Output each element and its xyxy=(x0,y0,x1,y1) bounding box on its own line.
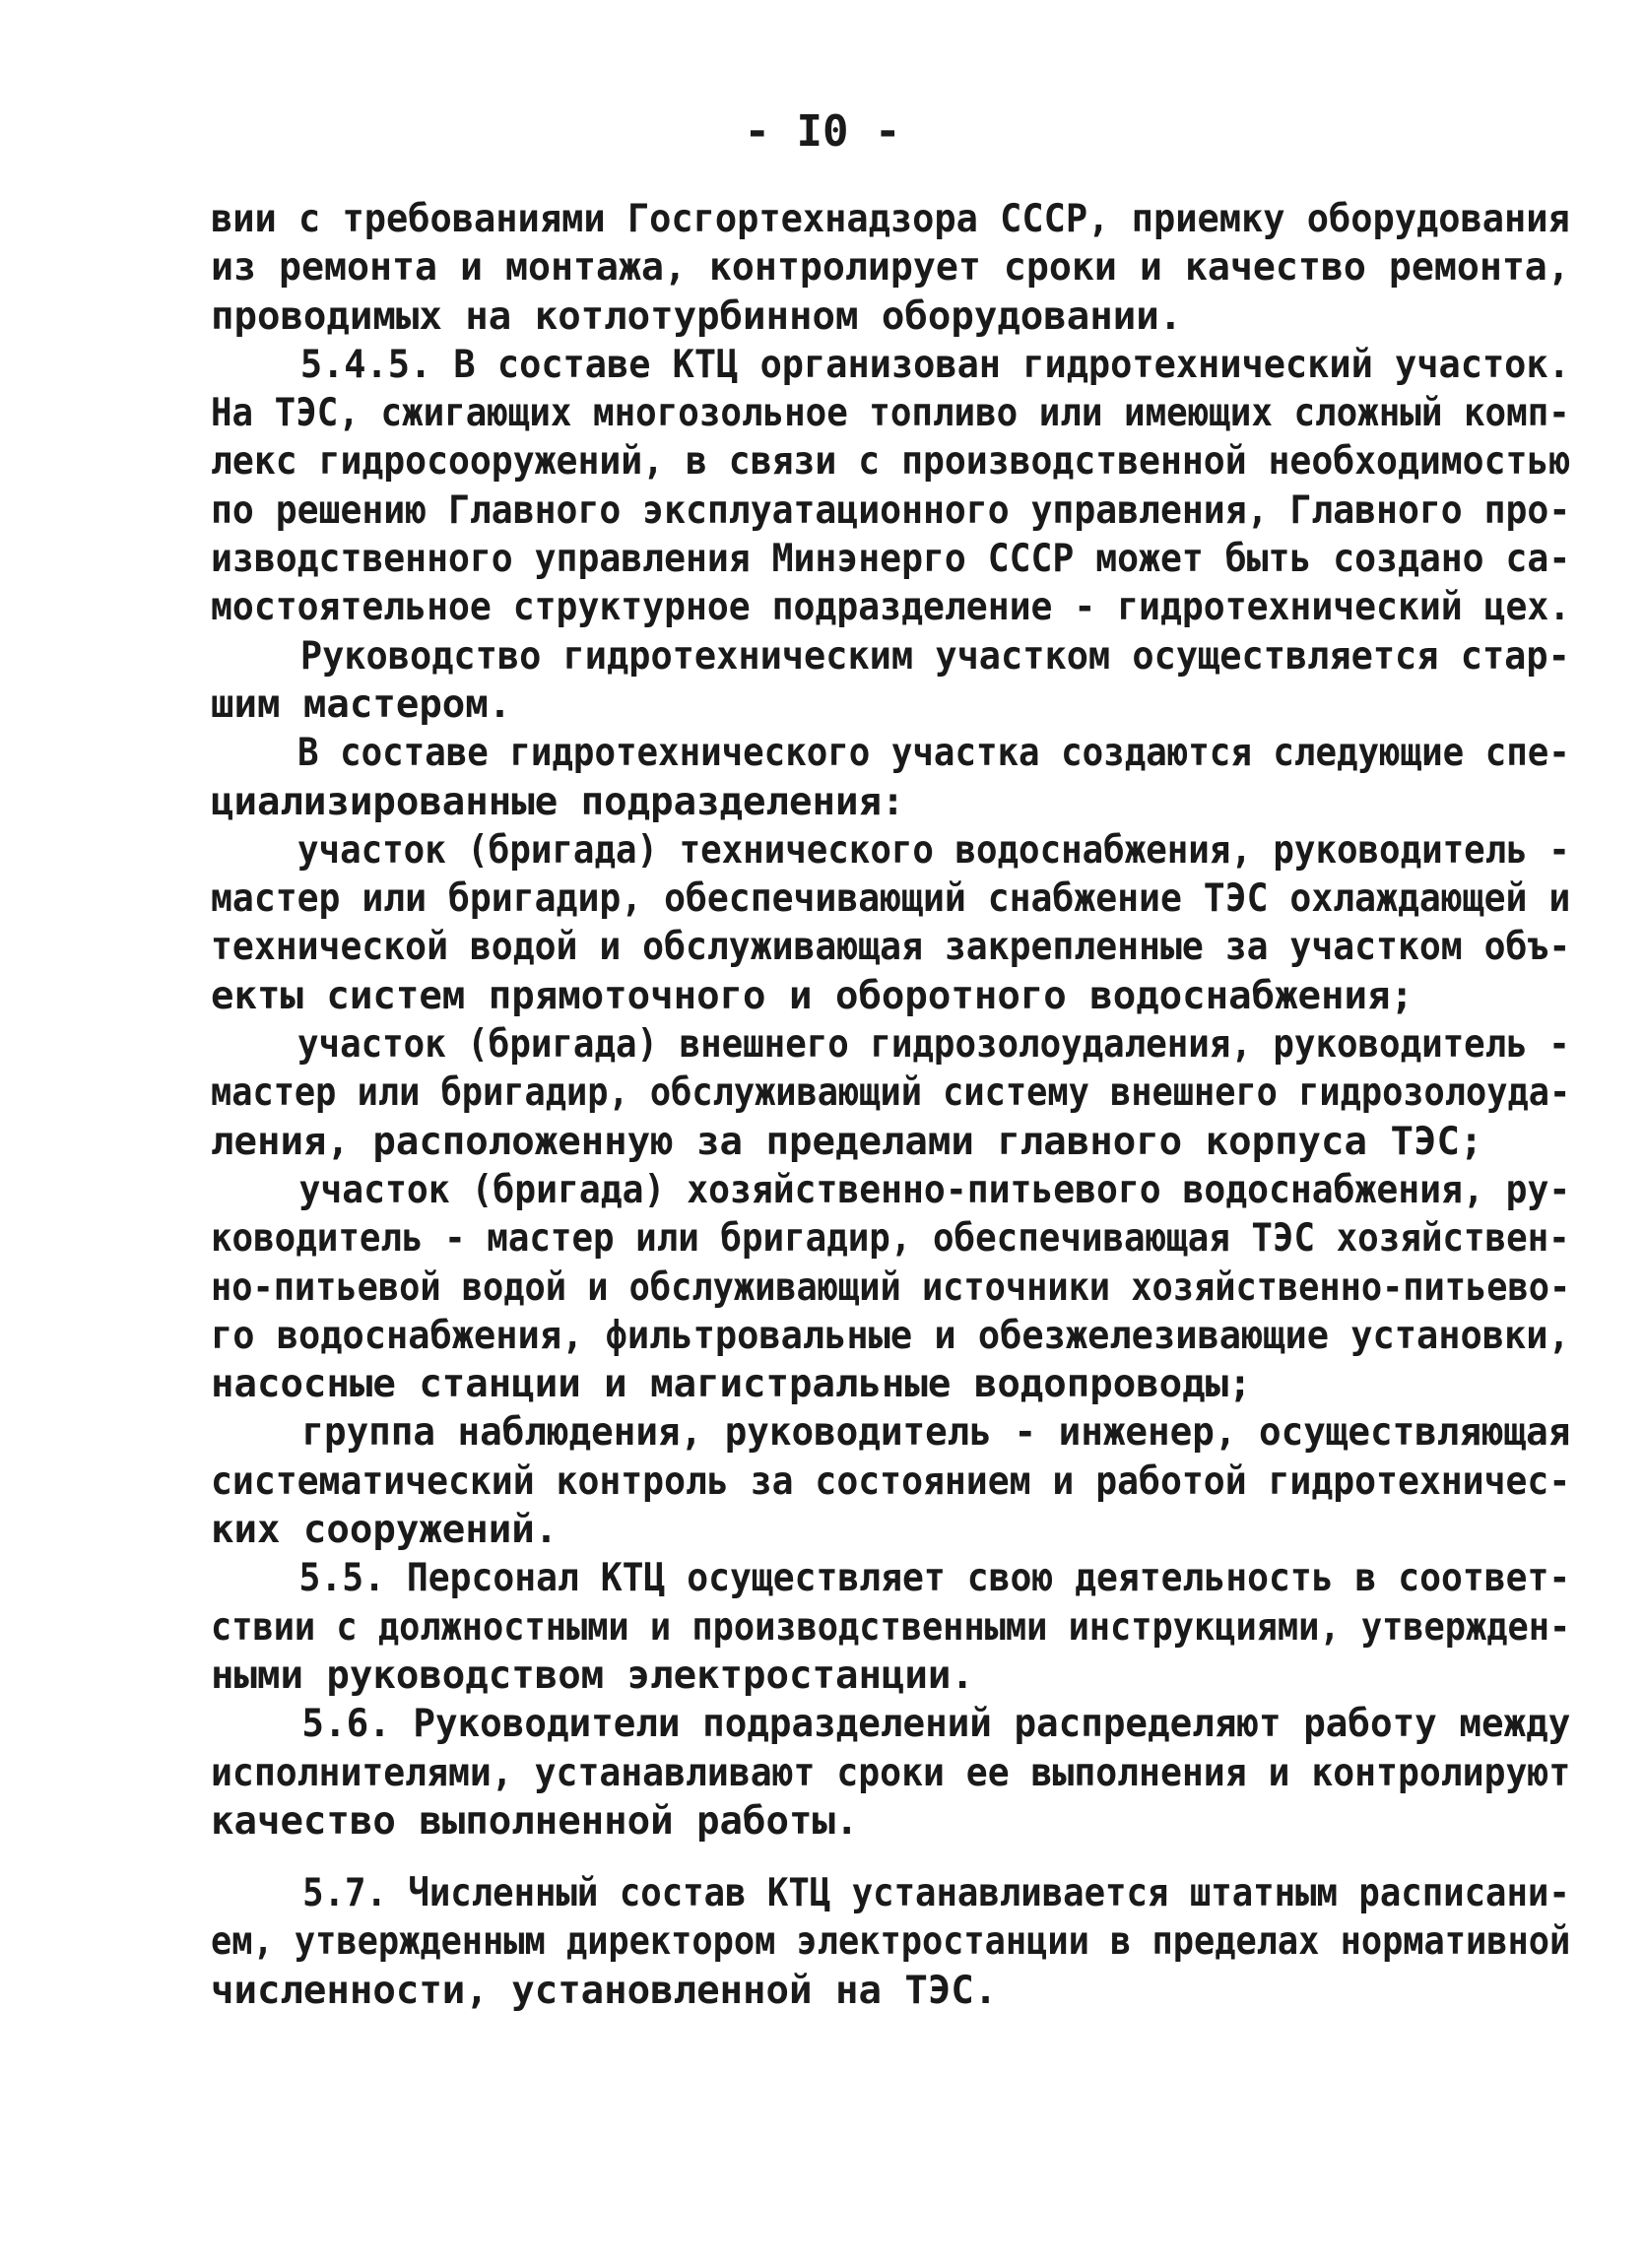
text-line: насосные станции и магистральные водопроводы; xyxy=(211,1362,1252,1407)
text-line: участок (бригада) хозяйственно-питьевого водоснабжения, ру- xyxy=(298,1167,1571,1212)
text-line: В составе гидротехнического участка создаются следующие спе- xyxy=(297,731,1570,776)
text-line: изводственного управления Минэнерго СССР может быть создано са- xyxy=(211,537,1571,582)
text-line: группа наблюдения, руководитель - инженер, осуществляющая xyxy=(301,1410,1571,1456)
text-line: исполнителями, устанавливают сроки ее выполнения и контролируют xyxy=(211,1750,1571,1795)
text-line: екты систем прямоточного и оборотного водоснабжения; xyxy=(211,973,1414,1018)
text-line: Руководство гидротехническим участком осуществляется стар- xyxy=(299,633,1570,679)
text-line: лекс гидросооружений, в связи с производственной необходимостью xyxy=(211,439,1571,485)
text-line: го водоснабжения, фильтровальные и обезжелезивающие установки, xyxy=(211,1313,1570,1358)
text-line: ких сооружений. xyxy=(211,1508,559,1553)
text-line: мастер или бригадир, обслуживающий систему внешнего гидрозолоуда- xyxy=(211,1070,1571,1116)
text-line: численности, установленной на ТЭС. xyxy=(211,1968,998,2013)
text-line: циализированные подразделения: xyxy=(211,779,905,824)
text-line: участок (бригада) внешнего гидрозолоудаления, руководитель - xyxy=(297,1022,1570,1068)
text-line: ными руководством электростанции. xyxy=(211,1652,974,1698)
text-line: 5.7. Численный состав КТЦ устанавливается штатным расписани- xyxy=(302,1871,1570,1916)
page-number: - I0 - xyxy=(744,106,901,157)
text-line: участок (бригада) технического водоснабжения, руководитель - xyxy=(297,827,1570,873)
body-text xyxy=(211,195,1571,2015)
text-line: качество выполненной работы. xyxy=(211,1798,859,1844)
text-line: На ТЭС, сжигающих многозольное топливо или имеющих сложный комп- xyxy=(211,391,1570,436)
text-line: ководитель - мастер или бригадир, обеспечивающая ТЭС хозяйствен- xyxy=(211,1216,1570,1262)
text-line: шим мастером. xyxy=(211,681,512,727)
text-line: технической водой и обслуживающая закрепленные за участком объ- xyxy=(211,925,1571,970)
text-line: мостоятельное структурное подразделение - гидротехнический цех. xyxy=(211,585,1571,630)
text-line: вии с требованиями Госгортехнадзора СССР, приемку оборудования xyxy=(211,197,1570,241)
text-line: из ремонта и монтажа, контролирует сроки и качество ремонта, xyxy=(211,245,1570,291)
text-line: ем, утвержденным директором электростанции в пределах нормативной xyxy=(211,1919,1571,1965)
text-line: но-питьевой водой и обслуживающий источники хозяйственно-питьево- xyxy=(211,1264,1571,1310)
text-line: мастер или бригадир, обеспечивающий снабжение ТЭС охлаждающей и xyxy=(211,876,1571,922)
text-line: 5.4.5. В составе КТЦ организован гидротехнический участок. xyxy=(299,342,1570,387)
text-line: систематический контроль за состоянием и работой гидротехничес- xyxy=(211,1458,1571,1504)
text-line: 5.6. Руководители подразделений распределяют работу между xyxy=(301,1702,1571,1747)
text-line: ления, расположенную за пределами главного корпуса ТЭС; xyxy=(211,1119,1483,1164)
text-line: ствии с должностными и производственными инструкциями, утвержден- xyxy=(211,1604,1571,1650)
text-line: 5.5. Персонал КТЦ осуществляет свою деятельность в соответ- xyxy=(298,1556,1571,1601)
text-line: по решению Главного эксплуатационного управления, Главного про- xyxy=(211,487,1571,533)
text-line: проводимых на котлотурбинном оборудовании. xyxy=(211,293,1183,339)
